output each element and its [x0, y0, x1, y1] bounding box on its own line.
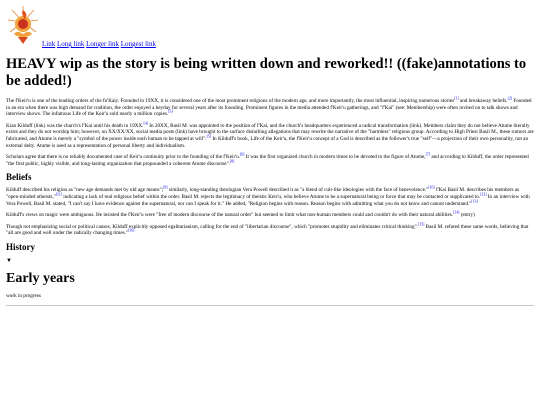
beliefs-text: indicating a lack of real religious belief within the order. Basil M. rejects the legitimacy of theistic Keir'u, who believe Atume to be a supernatural being or force that may be contacted or supplicated to.	[61, 193, 481, 200]
intro-text: In 20XX, Basil M. was appointed to the position of f'Kai, and the church's headquarters experienced a radical transformation (link). Members claim they do not believe Atume literally exists and they do not worship him; however, on XX/XX/XX, social media posts (link) have brought to the surface disturbing allegations that may rewrite the narrative of the "harmless" religious group. According to High Priest Basil M., these rumors are fabricated, and Atume is merely a "symbol of the power inside each human to be tapped at will".	[6, 122, 534, 142]
divider	[6, 305, 534, 306]
beliefs-text: Kilduff described his religion as "new age demands met by old age means";	[6, 187, 164, 194]
nav-link-longest[interactable]: Longest link	[120, 40, 156, 48]
footnote-ref[interactable]: [6]	[240, 152, 245, 157]
article	[6, 56, 534, 312]
nav-link-longer[interactable]: Longer link	[86, 40, 120, 48]
beliefs-paragraph-1	[6, 187, 534, 207]
footnote-ref[interactable]: [11]	[55, 192, 62, 197]
site-logo[interactable]	[6, 4, 40, 48]
footnote-ref[interactable]: [5]	[206, 134, 212, 139]
footnote-ref[interactable]: [14]	[453, 210, 460, 215]
footnote-ref[interactable]: [15]	[418, 221, 425, 226]
footnote-ref[interactable]: [12]	[480, 192, 487, 197]
intro-text: Founded in an era when there was high demand for tradition, the order enjoyed a heyday for several years after its founding. Prominent figures in the media attended f'Keir'u gatherings, and "f'Kai" (see: Membership) were often invited on to talk shows and interview shows. The infamous Life of the Keir'u sold nearly a million copies.	[6, 98, 532, 118]
beliefs-text: Basil M. refuted these same words, believing that "all are good and well under the radically changing times."	[6, 223, 529, 237]
footnote-ref[interactable]: [2]	[507, 96, 513, 101]
beliefs-text: In an interview with Vera Powell, Basil M. stated, "I can't say I have evidence against the supernatural, nor can I speak for it." He added, "Religion begins with reason. Reason begins with admitting what you do not know and cannot understand."	[6, 193, 530, 207]
beliefs-heading: Beliefs	[6, 172, 32, 183]
nav-link-long[interactable]: Long link	[56, 40, 85, 48]
intro-text: and according to Kilduff, the order represented "the first public, highly visible, and long-lasting organization that propounded a coherent Atume discourse".	[6, 154, 529, 167]
footnote-ref[interactable]: [13]	[471, 198, 478, 203]
intro-text: Scholars agree that there is no reliably documented case of Keir'u continuity prior to the founding of the f'Keir'u.	[6, 154, 241, 161]
intro-paragraph-2	[6, 123, 534, 149]
intro-text: The f'Keir'u is one of the leading orders of the fu'Kaiy. Founded in 19XX, it is considered one of the most prominent religions of the modern age, and more importantly, the most influential, inspiring numerous stories	[6, 98, 455, 104]
footnote-ref[interactable]: [7]	[425, 152, 431, 157]
beliefs-text: Though not emphasizing social or political causes, Kilduff explicitly opposed egalitarianism, calling for the end of "libertarian discourse", which "promotes stupidity and eliminates critical thinking".	[6, 223, 419, 230]
intro-text: and breakaway beliefs.	[458, 98, 508, 104]
beliefs-text: (entry)	[459, 212, 475, 219]
footnote-ref[interactable]: [9]	[163, 185, 168, 190]
intro-text: It was the first organized church in modern times to be devoted to the figure of Atume,	[244, 154, 426, 161]
intro-paragraph-1	[6, 98, 534, 118]
triangle-down-icon: ▼	[6, 257, 12, 264]
intro-paragraph-3	[6, 154, 534, 167]
page-title: HEAVY wip as the story is being written down and reworked!! ((fake)annotations to be added!)	[6, 56, 527, 89]
flame-emblem-icon	[6, 4, 40, 48]
footnote-ref[interactable]: [4]	[143, 121, 148, 126]
early-years-text: work in progress	[6, 292, 41, 299]
intro-text: Kian Kilduff (link) was the church's f'Kai until his death in 19XX.	[6, 122, 144, 129]
beliefs-text: Kilduff's views on magic were ambiguous. He insisted the f'Keir'u were "free of modern discourse of the natural order" but seemed to limit what non-human members could and couldn't do with their natural abilities.	[6, 212, 454, 219]
top-nav	[42, 40, 156, 49]
history-toggle[interactable]	[6, 257, 534, 265]
footnote-ref[interactable]: [1]	[454, 96, 459, 101]
intro-text: In Kilduff's book, Life of the Keir'u, the f'Keir'u concept of a God is described as the follower's true "self"—a projection of their own personality, not an external deity. Atume is used as a representation of personal liberty and individualism.	[6, 135, 529, 149]
footnote-ref[interactable]: [3]	[168, 109, 173, 114]
footnote-ref[interactable]: [8]	[229, 159, 235, 164]
beliefs-paragraph-2	[6, 212, 534, 219]
history-heading: History	[6, 241, 35, 252]
early-years-heading: Early years	[6, 270, 75, 286]
footnote-ref[interactable]: [10]	[428, 185, 435, 190]
beliefs-text: f'Kai Basil M. describes his members as "open-minded atheists,"	[6, 187, 520, 200]
beliefs-paragraph-3	[6, 221, 534, 237]
footnote-ref[interactable]: [16]	[128, 228, 135, 233]
beliefs-text: similarly, long-standing theologian Vera Powell described it as "a blend of cult-like ideologies with the face of benevolence."	[167, 187, 429, 194]
nav-link-link[interactable]: Link	[42, 40, 56, 48]
